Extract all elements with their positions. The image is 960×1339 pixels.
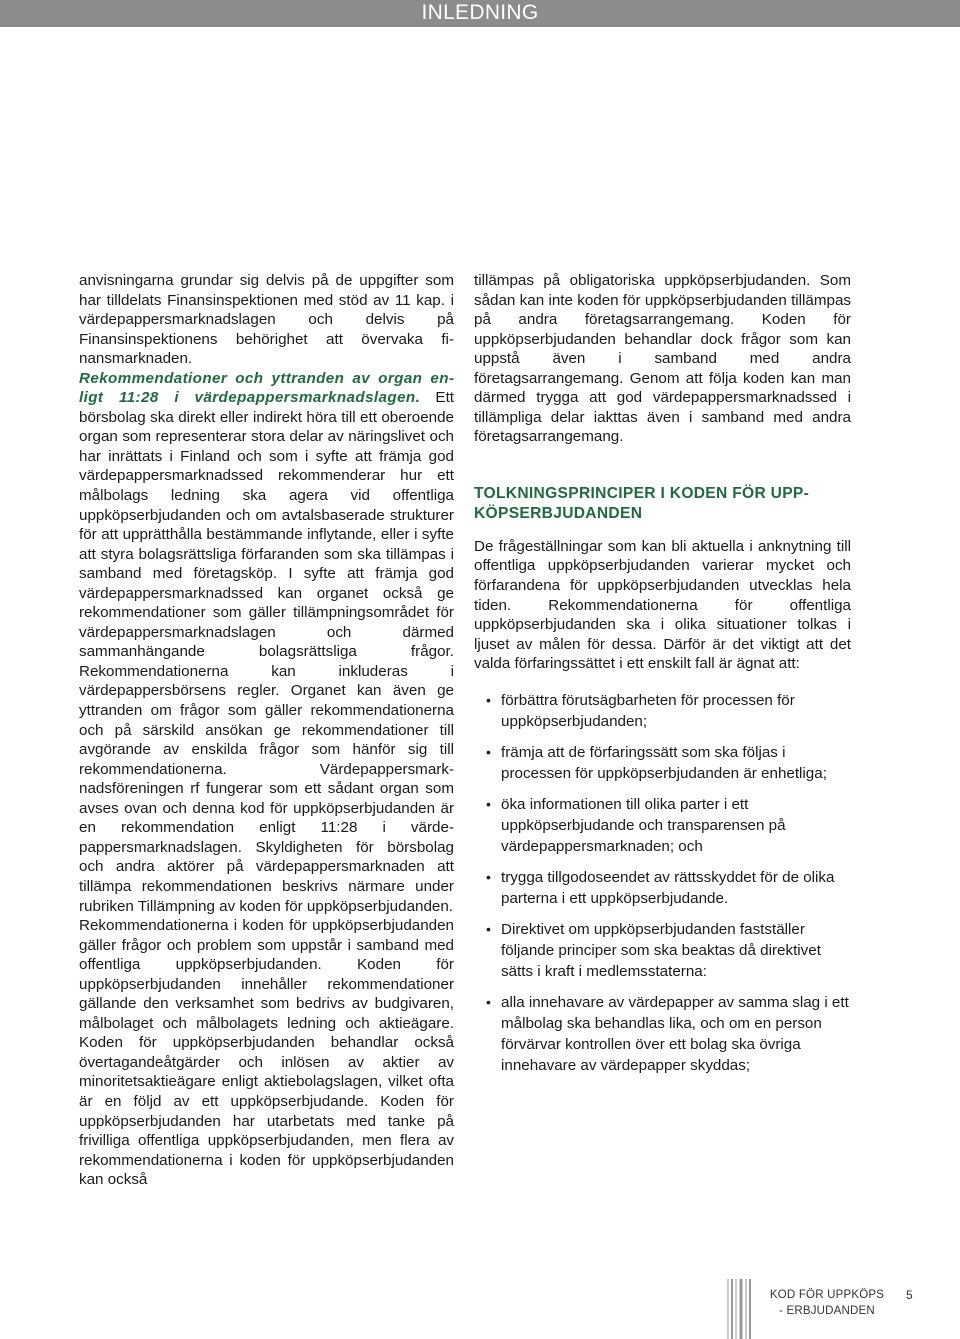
bullet-icon: •: [486, 993, 491, 1010]
inline-subheading: Rekommendationer och yttranden av organ enligt 11:28 i värdepappersmarknadslagen.: [79, 369, 454, 407]
bullet-icon: •: [486, 795, 491, 812]
page-number: 5: [906, 1288, 913, 1302]
right-paragraph-2: De frågeställningar som kan bli aktuella i anknytning till offentliga uppköpserbjudanden varierar mycket och förfarandena för uppköpserbjudanden utvecklas hela tiden. Rekommendationerna för offentliga uppköpserbjudanden ska i olika situationer tolkas i ljuset av målen för dessa. Därför är det viktigt att det valda förfaringssättet i ett enskilt fall är ägnat att:: [474, 537, 851, 673]
list-item: • förbättra förutsägbarheten för processen för uppköpserbjudanden;: [486, 691, 795, 730]
bullet-icon: •: [486, 691, 491, 708]
left-column: [79, 271, 454, 1190]
footer-title-line-2: - ERBJUDANDEN: [779, 1304, 875, 1317]
footer-document-title: [757, 1288, 897, 1319]
footer-title-line-1: KOD FÖR UPPKÖPS: [769, 1289, 885, 1301]
bullet-list: [474, 690, 851, 1076]
footer-decorative-lines: [727, 1279, 757, 1339]
right-column: [474, 271, 851, 1086]
list-item: • alla innehavare av värdepapper av samma slag i ett målbolag ska behandlas lika, och om en person förvärvar kontrollen över ett bolag ska övriga innehavare av värdepapper skyddas;: [486, 993, 849, 1074]
list-item: • öka informationen till olika parter i ett uppköpserbjudande och transparensen på värdepappersmarknaden; och: [486, 795, 786, 855]
left-paragraph-2-body: Ett börsbolag ska direkt eller indirekt höra till ett oberoende organ som representerar stora delar av näringslivet och har inrättats i Finland och som i syfte att främja god värdepappersmarknadssed rekommenderar hur ett målbolags ledning ska agera vid offentliga uppköpserbjudanden och om avtalsbaserade strukturer för att upprätthålla bestämmande inflytande, eller i syfte att styra bolagsrättsliga förfaranden som ska tillämpas i samband med företagsköp. I syfte att främja god värdepappersmarknadssed kan organet också ge rekommendationer som gäller tillämpningsområdet för värdepappersmarknadslagen och därmed sammanhängande bolagsrättsliga frågor. Rekommendationerna kan inkluderas i värdepappersbörsens regler. Organet kan även ge yttranden om frågor som gäller rekommendationerna och på särskild ansökan ge rekommendationer till avgörande av enskilda frågor som hänför sig till rekommendationerna. Värdepappersmarknadsföreningen rf fungerar som ett sådant organ som avses ovan och denna kod för uppköpserbjudanden är en rekommendation enligt 11:28 i värdepappersmarknadslagen. Skyldigheten för börsbolag och andra aktörer på värdepappersmarknaden att tillämpa rekommendationen beskrivs närmare under rubriken Tillämpning av koden för uppköpserbjudanden.: [79, 389, 455, 915]
right-paragraph-1: tillämpas på obligatoriska uppköpserbjudanden. Som sådan kan inte koden för uppköpserbjudanden tillämpas på andra företagsarrangemang. Koden för uppköpserbjudanden behandlar dock frågor som kan uppstå även i samband med andra företagsarrangemang. Genom att följa koden kan man därmed trygga att god värdepappersmarknadssed i tillämpliga delar iakttas även i samband med andra företagsarrangemang.: [474, 272, 851, 446]
left-paragraph-2: [79, 369, 454, 916]
section-heading: TOLKNINGSPRINCIPER I KODEN FÖR UPPKÖPSERBJUDANDEN: [474, 484, 809, 522]
page-section-title: INLEDNING: [421, 1, 539, 24]
bullet-icon: •: [486, 868, 491, 885]
bullet-icon: •: [486, 920, 491, 937]
list-item: • främja att de förfaringssätt som ska följas i processen för uppköpserbjudanden är enhetliga;: [486, 743, 827, 782]
left-paragraph-1: anvisningarna grundar sig delvis på de uppgifter som har tilldelats Finansinspektionen med stöd av 11 kap. i värdepappersmarknadslagen och delvis på Finansinspektionens behörighet att övervaka finansmarknaden.: [79, 272, 454, 368]
list-item: • trygga tillgodoseendet av rättsskyddet för de olika parterna i ett uppköpserbjudande.: [486, 868, 835, 907]
left-paragraph-3: Rekommendationerna i koden för uppköpserbjudanden gäller frågor och problem som uppstår i samband med offentliga uppköpserbjudanden. Koden för uppköpserbjudanden innehåller rekommendationer gällande den verksamhet som bedrivs av budgivaren, målbolaget och målbolagets ledning och aktieägare. Koden för uppköpserbjudanden behandlar också övertagandeåtgärder och inlösen av aktier av minoritetsaktieägare enligt aktiebolagslagen, vilket ofta är en följd av ett uppköpserbjudande. Koden för uppköpserbjudanden har utarbetats med tanke på frivilliga offentliga uppköpserbjudanden, men flera av rekommendationerna i koden för uppköpserbjudanden kan också: [79, 917, 454, 1189]
list-item: • Direktivet om uppköpserbjudanden fastställer följande principer som ska beaktas då direktivet sätts i kraft i medlemsstaterna:: [486, 920, 821, 980]
bullet-icon: •: [486, 743, 491, 760]
